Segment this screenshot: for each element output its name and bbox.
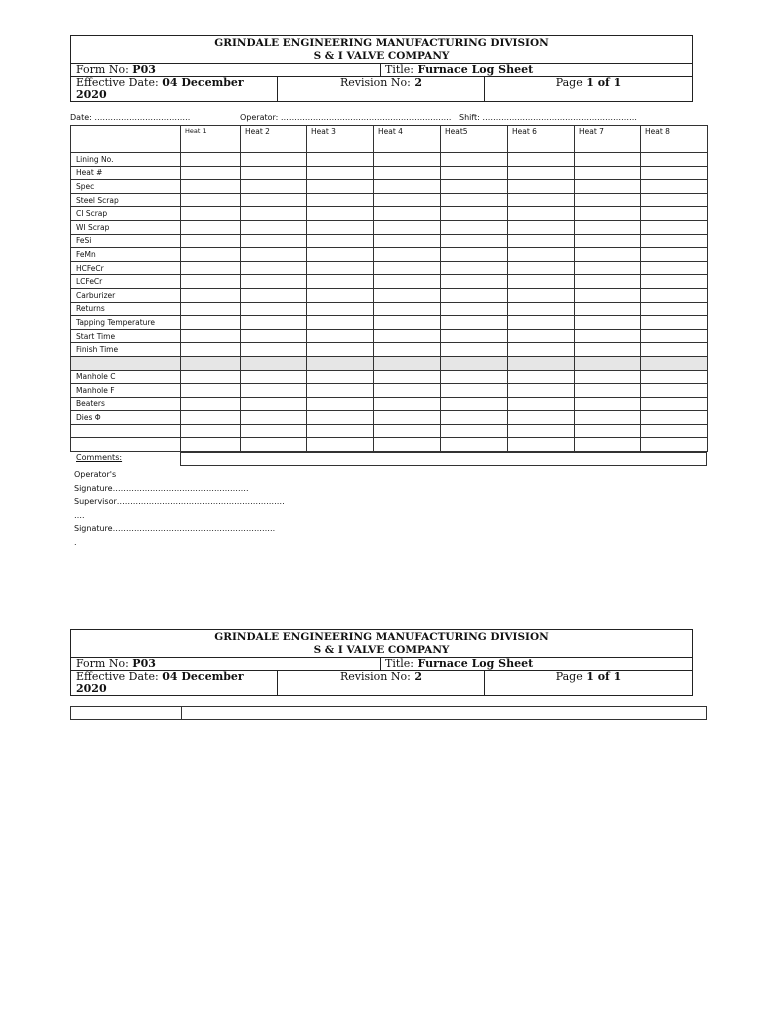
entry-cell[interactable] bbox=[641, 370, 708, 384]
column-header: Heat 2 bbox=[241, 126, 307, 153]
entry-cell[interactable] bbox=[641, 329, 708, 343]
revision-number: Revision No: 2 bbox=[278, 671, 485, 695]
row-label: HCFeCr bbox=[71, 261, 181, 275]
entry-cell[interactable] bbox=[307, 370, 374, 384]
entry-cell[interactable] bbox=[307, 397, 374, 411]
row-label bbox=[71, 424, 181, 438]
page-number: Page 1 of 1 bbox=[555, 76, 622, 89]
column-header: Heat 6 bbox=[508, 126, 575, 153]
column-header: Heat 1 bbox=[181, 126, 241, 153]
column-divider bbox=[181, 707, 182, 719]
entry-cell[interactable] bbox=[307, 411, 374, 425]
table-row bbox=[71, 207, 708, 221]
entry-cell[interactable] bbox=[508, 288, 575, 302]
entry-cell[interactable] bbox=[241, 316, 307, 330]
row-label: Start Time bbox=[71, 329, 181, 343]
entry-cell[interactable] bbox=[241, 370, 307, 384]
entry-cell[interactable] bbox=[441, 438, 508, 452]
shift-field[interactable]: Shift: …………………………………………………. bbox=[459, 113, 637, 122]
row-label: Carburizer bbox=[71, 288, 181, 302]
entry-cell[interactable] bbox=[307, 384, 374, 398]
entry-cell[interactable] bbox=[241, 343, 307, 357]
table-row bbox=[71, 343, 708, 357]
column-header: Heat 4 bbox=[374, 126, 441, 153]
entry-cell[interactable] bbox=[508, 397, 575, 411]
entry-cell[interactable] bbox=[441, 329, 508, 343]
entry-cell[interactable] bbox=[374, 424, 441, 438]
entry-cell[interactable] bbox=[508, 166, 575, 180]
supervisor-field[interactable]: Supervisor……………………………………………………… bbox=[74, 497, 285, 506]
form-title: Title: Furnace Log Sheet bbox=[385, 657, 534, 670]
entry-cell[interactable] bbox=[181, 329, 241, 343]
entry-cell[interactable] bbox=[508, 153, 575, 167]
table-row bbox=[71, 329, 708, 343]
column-header: Heat 8 bbox=[641, 126, 708, 153]
entry-cell[interactable] bbox=[181, 234, 241, 248]
form-number: Form No: P03 bbox=[71, 658, 381, 670]
entry-cell[interactable] bbox=[641, 220, 708, 234]
entry-cell[interactable] bbox=[181, 356, 241, 370]
entry-cell[interactable] bbox=[575, 220, 641, 234]
entry-cell[interactable] bbox=[241, 193, 307, 207]
row-label: Tapping Temperature bbox=[71, 316, 181, 330]
entry-cell[interactable] bbox=[241, 261, 307, 275]
entry-cell[interactable] bbox=[441, 343, 508, 357]
table-row bbox=[71, 424, 708, 438]
form-header-repeat bbox=[70, 629, 693, 696]
entry-cell[interactable] bbox=[575, 207, 641, 221]
entry-cell[interactable] bbox=[307, 302, 374, 316]
entry-cell[interactable] bbox=[307, 275, 374, 289]
entry-cell[interactable] bbox=[641, 316, 708, 330]
form-title: Title: Furnace Log Sheet bbox=[385, 63, 534, 76]
header-corner-cell bbox=[71, 126, 181, 153]
entry-cell[interactable] bbox=[641, 275, 708, 289]
entry-cell[interactable] bbox=[307, 153, 374, 167]
entry-cell[interactable] bbox=[181, 166, 241, 180]
entry-cell[interactable] bbox=[508, 343, 575, 357]
entry-cell[interactable] bbox=[374, 384, 441, 398]
entry-cell[interactable] bbox=[441, 220, 508, 234]
entry-cell[interactable] bbox=[508, 180, 575, 194]
entry-cell[interactable] bbox=[181, 207, 241, 221]
entry-cell[interactable] bbox=[181, 302, 241, 316]
entry-cell[interactable] bbox=[374, 275, 441, 289]
entry-cell[interactable] bbox=[575, 343, 641, 357]
entry-cell[interactable] bbox=[181, 397, 241, 411]
entry-cell[interactable] bbox=[307, 180, 374, 194]
entry-cell[interactable] bbox=[641, 424, 708, 438]
supervisor-continuation: …. bbox=[74, 510, 85, 520]
row-label: CI Scrap bbox=[71, 207, 181, 221]
effective-date: Effective Date: 04 December 2020 bbox=[71, 77, 278, 101]
entry-cell[interactable] bbox=[441, 424, 508, 438]
entry-cell[interactable] bbox=[374, 180, 441, 194]
entry-cell[interactable] bbox=[307, 248, 374, 262]
entry-cell[interactable] bbox=[641, 193, 708, 207]
company-name: GRINDALE ENGINEERING MANUFACTURING DIVISION S & I VALVE COMPANY bbox=[71, 36, 692, 64]
row-label: Beaters bbox=[71, 397, 181, 411]
entry-cell[interactable] bbox=[441, 193, 508, 207]
entry-cell[interactable] bbox=[508, 356, 575, 370]
supervisor-signature-field[interactable]: Signature……………………………………………………. bbox=[74, 524, 276, 533]
entry-cell[interactable] bbox=[441, 261, 508, 275]
entry-cell[interactable] bbox=[575, 384, 641, 398]
entry-cell[interactable] bbox=[307, 207, 374, 221]
entry-cell[interactable] bbox=[181, 316, 241, 330]
entry-cell[interactable] bbox=[641, 153, 708, 167]
entry-cell[interactable] bbox=[181, 370, 241, 384]
table-row bbox=[71, 370, 708, 384]
entry-cell[interactable] bbox=[374, 438, 441, 452]
entry-cell[interactable] bbox=[181, 288, 241, 302]
entry-cell[interactable] bbox=[641, 343, 708, 357]
entry-cell[interactable] bbox=[441, 234, 508, 248]
entry-cell[interactable] bbox=[575, 397, 641, 411]
entry-cell[interactable] bbox=[374, 343, 441, 357]
comments-input[interactable] bbox=[180, 452, 707, 466]
entry-cell[interactable] bbox=[641, 397, 708, 411]
entry-cell[interactable] bbox=[508, 384, 575, 398]
entry-cell[interactable] bbox=[307, 356, 374, 370]
table-header-row bbox=[71, 126, 708, 153]
entry-cell[interactable] bbox=[374, 166, 441, 180]
entry-cell[interactable] bbox=[307, 234, 374, 248]
entry-cell[interactable] bbox=[181, 275, 241, 289]
entry-cell[interactable] bbox=[441, 370, 508, 384]
entry-cell[interactable] bbox=[641, 234, 708, 248]
entry-cell[interactable] bbox=[241, 288, 307, 302]
column-header: Heat 7 bbox=[575, 126, 641, 153]
entry-cell[interactable] bbox=[575, 275, 641, 289]
entry-cell[interactable] bbox=[508, 302, 575, 316]
entry-cell[interactable] bbox=[441, 248, 508, 262]
entry-cell[interactable] bbox=[575, 329, 641, 343]
entry-cell[interactable] bbox=[641, 261, 708, 275]
operator-label: Operator's bbox=[74, 470, 117, 479]
row-label: FeMn bbox=[71, 248, 181, 262]
operator-field[interactable]: Operator: ………………………………………………………. bbox=[240, 113, 452, 122]
entry-cell[interactable] bbox=[508, 207, 575, 221]
entry-cell[interactable] bbox=[508, 424, 575, 438]
comments-label: Comments: bbox=[76, 453, 123, 462]
entry-cell[interactable] bbox=[441, 316, 508, 330]
entry-cell[interactable] bbox=[181, 343, 241, 357]
company-name: GRINDALE ENGINEERING MANUFACTURING DIVISION S & I VALVE COMPANY bbox=[71, 630, 692, 658]
entry-cell[interactable] bbox=[307, 316, 374, 330]
entry-cell[interactable] bbox=[641, 411, 708, 425]
entry-cell[interactable] bbox=[575, 356, 641, 370]
entry-cell[interactable] bbox=[575, 248, 641, 262]
entry-cell[interactable] bbox=[575, 370, 641, 384]
entry-cell[interactable] bbox=[575, 180, 641, 194]
entry-cell[interactable] bbox=[374, 288, 441, 302]
entry-cell[interactable] bbox=[641, 356, 708, 370]
entry-cell[interactable] bbox=[307, 343, 374, 357]
table-row bbox=[71, 180, 708, 194]
entry-cell[interactable] bbox=[374, 207, 441, 221]
entry-cell[interactable] bbox=[181, 411, 241, 425]
entry-cell[interactable] bbox=[641, 248, 708, 262]
table-row bbox=[71, 234, 708, 248]
entry-cell[interactable] bbox=[374, 220, 441, 234]
entry-cell[interactable] bbox=[441, 384, 508, 398]
entry-cell[interactable] bbox=[307, 220, 374, 234]
form-number: Form No: P03 bbox=[71, 64, 381, 76]
table-row bbox=[71, 275, 708, 289]
entry-cell[interactable] bbox=[241, 356, 307, 370]
entry-cell[interactable] bbox=[641, 180, 708, 194]
table-row bbox=[71, 261, 708, 275]
entry-cell[interactable] bbox=[441, 356, 508, 370]
entry-cell[interactable] bbox=[241, 248, 307, 262]
table-continuation-row bbox=[70, 706, 707, 720]
effective-date: Effective Date: 04 December 2020 bbox=[71, 671, 278, 695]
entry-cell[interactable] bbox=[508, 261, 575, 275]
entry-cell[interactable] bbox=[241, 329, 307, 343]
column-header: Heat 3 bbox=[307, 126, 374, 153]
entry-cell[interactable] bbox=[241, 220, 307, 234]
operator-signature-field[interactable]: Signature…………………………………………… bbox=[74, 483, 249, 493]
entry-cell[interactable] bbox=[374, 193, 441, 207]
entry-cell[interactable] bbox=[307, 424, 374, 438]
entry-cell[interactable] bbox=[641, 302, 708, 316]
entry-cell[interactable] bbox=[575, 166, 641, 180]
entry-cell[interactable] bbox=[575, 288, 641, 302]
entry-cell[interactable] bbox=[241, 424, 307, 438]
entry-cell[interactable] bbox=[575, 302, 641, 316]
table-row bbox=[71, 397, 708, 411]
entry-cell[interactable] bbox=[374, 316, 441, 330]
entry-cell[interactable] bbox=[508, 438, 575, 452]
entry-cell[interactable] bbox=[307, 166, 374, 180]
table-row bbox=[71, 288, 708, 302]
entry-cell[interactable] bbox=[441, 166, 508, 180]
table-row bbox=[71, 411, 708, 425]
row-label: Lining No. bbox=[71, 153, 181, 167]
entry-cell[interactable] bbox=[575, 261, 641, 275]
table-row bbox=[71, 356, 708, 370]
entry-cell[interactable] bbox=[374, 234, 441, 248]
row-label: Dies Φ bbox=[71, 411, 181, 425]
entry-cell[interactable] bbox=[441, 275, 508, 289]
entry-cell[interactable] bbox=[181, 193, 241, 207]
entry-cell[interactable] bbox=[641, 207, 708, 221]
entry-cell[interactable] bbox=[241, 207, 307, 221]
entry-cell[interactable] bbox=[575, 153, 641, 167]
entry-cell[interactable] bbox=[441, 180, 508, 194]
entry-cell[interactable] bbox=[181, 220, 241, 234]
entry-cell[interactable] bbox=[241, 438, 307, 452]
table-row bbox=[71, 220, 708, 234]
entry-cell[interactable] bbox=[508, 248, 575, 262]
entry-cell[interactable] bbox=[508, 316, 575, 330]
entry-cell[interactable] bbox=[307, 329, 374, 343]
entry-cell[interactable] bbox=[374, 302, 441, 316]
signature-block bbox=[74, 468, 285, 549]
entry-cell[interactable] bbox=[307, 193, 374, 207]
entry-cell[interactable] bbox=[508, 370, 575, 384]
entry-cell[interactable] bbox=[241, 180, 307, 194]
entry-cell[interactable] bbox=[575, 411, 641, 425]
entry-cell[interactable] bbox=[441, 302, 508, 316]
entry-cell[interactable] bbox=[508, 220, 575, 234]
entry-cell[interactable] bbox=[441, 397, 508, 411]
row-label bbox=[71, 356, 181, 370]
entry-cell[interactable] bbox=[374, 411, 441, 425]
entry-cell[interactable] bbox=[575, 438, 641, 452]
entry-cell[interactable] bbox=[374, 329, 441, 343]
entry-cell[interactable] bbox=[181, 248, 241, 262]
table-row bbox=[71, 438, 708, 452]
entry-cell[interactable] bbox=[241, 384, 307, 398]
row-label: FeSi bbox=[71, 234, 181, 248]
row-label: WI Scrap bbox=[71, 220, 181, 234]
entry-cell[interactable] bbox=[241, 153, 307, 167]
entry-cell[interactable] bbox=[441, 411, 508, 425]
table-row bbox=[71, 166, 708, 180]
entry-cell[interactable] bbox=[307, 261, 374, 275]
entry-cell[interactable] bbox=[441, 207, 508, 221]
entry-cell[interactable] bbox=[374, 261, 441, 275]
entry-cell[interactable] bbox=[441, 153, 508, 167]
entry-cell[interactable] bbox=[575, 193, 641, 207]
table-row bbox=[71, 384, 708, 398]
row-label: Manhole C bbox=[71, 370, 181, 384]
entry-cell[interactable] bbox=[441, 288, 508, 302]
entry-cell[interactable] bbox=[181, 153, 241, 167]
row-label: Steel Scrap bbox=[71, 193, 181, 207]
entry-cell[interactable] bbox=[241, 275, 307, 289]
entry-cell[interactable] bbox=[641, 384, 708, 398]
log-meta bbox=[70, 113, 710, 125]
entry-cell[interactable] bbox=[508, 329, 575, 343]
row-label: Spec bbox=[71, 180, 181, 194]
entry-cell[interactable] bbox=[241, 397, 307, 411]
entry-cell[interactable] bbox=[575, 316, 641, 330]
entry-cell[interactable] bbox=[181, 180, 241, 194]
row-label: Returns bbox=[71, 302, 181, 316]
entry-cell[interactable] bbox=[181, 424, 241, 438]
entry-cell[interactable] bbox=[641, 438, 708, 452]
date-field[interactable]: Date: ……………………………… bbox=[70, 113, 191, 122]
entry-cell[interactable] bbox=[508, 411, 575, 425]
entry-cell[interactable] bbox=[241, 302, 307, 316]
furnace-log-table bbox=[70, 125, 708, 452]
entry-cell[interactable] bbox=[307, 438, 374, 452]
column-header: Heat5 bbox=[441, 126, 508, 153]
entry-cell[interactable] bbox=[508, 234, 575, 248]
entry-cell[interactable] bbox=[508, 193, 575, 207]
entry-cell[interactable] bbox=[374, 356, 441, 370]
entry-cell[interactable] bbox=[508, 275, 575, 289]
entry-cell[interactable] bbox=[241, 234, 307, 248]
table-row bbox=[71, 316, 708, 330]
comments-row bbox=[70, 452, 707, 466]
table-row bbox=[71, 302, 708, 316]
table-row bbox=[71, 193, 708, 207]
page-number: Page 1 of 1 bbox=[555, 670, 622, 683]
entry-cell[interactable] bbox=[374, 153, 441, 167]
entry-cell[interactable] bbox=[575, 424, 641, 438]
row-label: LCFeCr bbox=[71, 275, 181, 289]
entry-cell[interactable] bbox=[307, 288, 374, 302]
entry-cell[interactable] bbox=[241, 411, 307, 425]
entry-cell[interactable] bbox=[641, 288, 708, 302]
entry-cell[interactable] bbox=[181, 438, 241, 452]
entry-cell[interactable] bbox=[374, 397, 441, 411]
entry-cell[interactable] bbox=[374, 248, 441, 262]
entry-cell[interactable] bbox=[181, 261, 241, 275]
revision-number: Revision No: 2 bbox=[278, 77, 485, 101]
table-row bbox=[71, 153, 708, 167]
row-label bbox=[71, 438, 181, 452]
signature-end-mark: . bbox=[74, 537, 77, 547]
entry-cell[interactable] bbox=[181, 384, 241, 398]
entry-cell[interactable] bbox=[374, 370, 441, 384]
entry-cell[interactable] bbox=[575, 234, 641, 248]
entry-cell[interactable] bbox=[241, 166, 307, 180]
table-row bbox=[71, 248, 708, 262]
form-header bbox=[70, 35, 693, 102]
row-label: Manhole F bbox=[71, 384, 181, 398]
row-label: Heat # bbox=[71, 166, 181, 180]
entry-cell[interactable] bbox=[641, 166, 708, 180]
row-label: Finish Time bbox=[71, 343, 181, 357]
